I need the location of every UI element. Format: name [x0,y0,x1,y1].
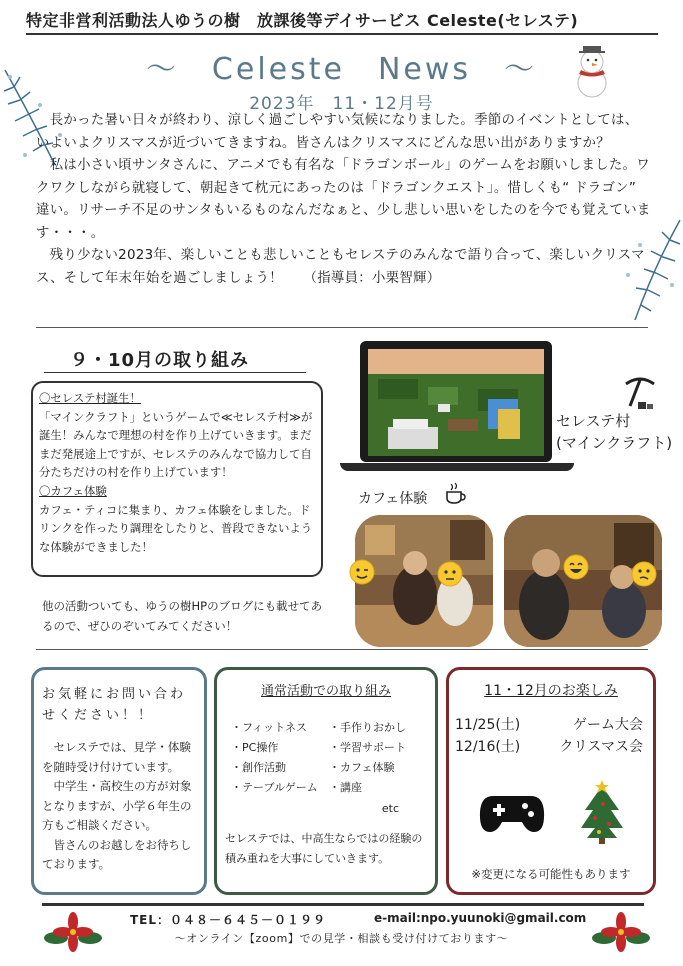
events-box [446,667,656,895]
intro-paragraph: 長かった暑い日々が終わり、涼しく過ごしやすい気候になりました。季節のイベントとしては、いよいよクリスマスが近づいてきますね。皆さんはクリスマスにどんな思い出がありますか？ [36,113,639,151]
regular-activities-heading: 通常活動での取り組み [260,684,391,699]
christmas-tree-icon [577,780,627,844]
footer-divider [42,903,644,906]
inquiry-heading: お気軽にお問い合わせください！！ [42,687,187,723]
minecraft-label-line: (マインクラフト) [556,434,673,452]
list-item: ・カフェ体験 [329,761,395,774]
list-item: ・手作りおかし [329,721,406,734]
emoji-face-icon [348,558,376,586]
gamepad-icon [479,788,545,836]
list-item: ・テーブルゲーム [231,781,318,794]
section-divider [36,327,648,328]
regular-activities-box [214,667,438,895]
activities-title: ９・10月の取り組み [70,350,250,371]
org-title: 特定非営利活動法人ゆうの樹 放課後等デイサービス Celeste(セレステ) [26,11,579,30]
inquiry-paragraph: セレステでは、見学・体験を随時受け付けています。 [42,740,191,774]
events-note: ※変更になる可能性もあります [471,867,631,881]
online-consultation-note: ～オンライン【zoom】での見学・相談も受け付けております～ [174,932,509,945]
event-name: ゲーム大会 [573,717,643,733]
intro-paragraph: 私は小さい頃サンタさんに、アニメでも有名な「ドラゴンボール」のゲームをお願いしました。ワクワクしながら就寝して、朝起きて枕元にあったのは「ドラゴンクエスト」。惜しくも“ ドラゴン” 違い。リサーチ不足のサンタもいるものなんだなぁと、少し悲しい思いをしたのを今でも覚えています・・・。 [36,158,651,241]
event-row [455,714,647,736]
cafe-label: カフェ体験 [358,491,428,507]
event-date: 12/16(土) [455,739,521,755]
emoji-face-icon [630,560,658,588]
intro-paragraph: 残り少ない2023年、楽しいことも悲しいこともセレステのみんなで語り合って、楽しいクリスマス、そして年末年始を過ごしましょう！ （指導員：小栗智輝） [36,248,645,286]
emoji-face-icon [436,560,464,588]
minecraft-label-line: セレステ村 [556,412,631,430]
activity-heading: 〇セレステ村誕生！ [39,391,141,405]
list-item: ・講座 [329,781,362,794]
regular-activities-footer: セレステでは、中高生ならではの経験の積み重ねを大事にしていきます。 [225,832,423,865]
laptop-base [340,463,574,471]
regular-activities-list [225,719,427,796]
activity-body: 「マインクラフト」というゲームで≪セレステ村≫が誕生！みんなで理想の村を作り上げていきます。まだまだ発展途上ですが、セレステのみんなで協力して自分たちだけの村を作り上げています！ [39,409,313,480]
coffee-cup-icon [442,480,468,506]
newsletter-issue: 2023年 11・12月号 [249,94,434,114]
list-item: ・学習サポート [329,741,406,754]
event-date: 11/25(土) [455,717,521,733]
minecraft-screenshot [368,349,544,456]
header-divider [26,33,658,35]
minecraft-label [556,410,672,454]
blog-note: 他の活動ついても、ゆうの樹HPのブログにも載せてあるので、ぜひのぞいてみてください！ [42,599,323,633]
etc-label: etc [381,802,399,815]
events-heading: 11・12月のお楽しみ [484,683,618,699]
section-divider [36,649,648,650]
list-item: ・フィットネス [231,721,308,734]
event-name: クリスマス会 [559,739,643,755]
activities-box [31,381,323,577]
list-item: ・PC操作 [231,741,279,754]
email-address[interactable]: e-mail:npo.yuunoki@gmail.com [374,911,587,925]
intro-text [36,110,652,290]
activity-body: カフェ・ティコに集まり、カフェ体験をしました。ドリンクを作ったり調理をしたりと、普段できないような体験ができました！ [39,502,313,554]
activity-heading: 〇カフェ体験 [39,483,107,498]
event-row [455,736,647,758]
inquiry-paragraph: 皆さんのお越しをお待ちしております。 [42,837,192,871]
inquiry-paragraph: 中学生・高校生の方が対象となりますが、小学６年生の方もご相談ください。 [42,779,192,832]
list-item: ・創作活動 [231,761,286,774]
newsletter-title: ～ Celeste News ～ [145,52,538,87]
phone-number: TEL：０４８－６４５－０１９９ [130,913,327,927]
activities-title-underline [44,372,306,373]
inquiry-box [31,667,207,895]
emoji-face-icon [562,553,590,581]
